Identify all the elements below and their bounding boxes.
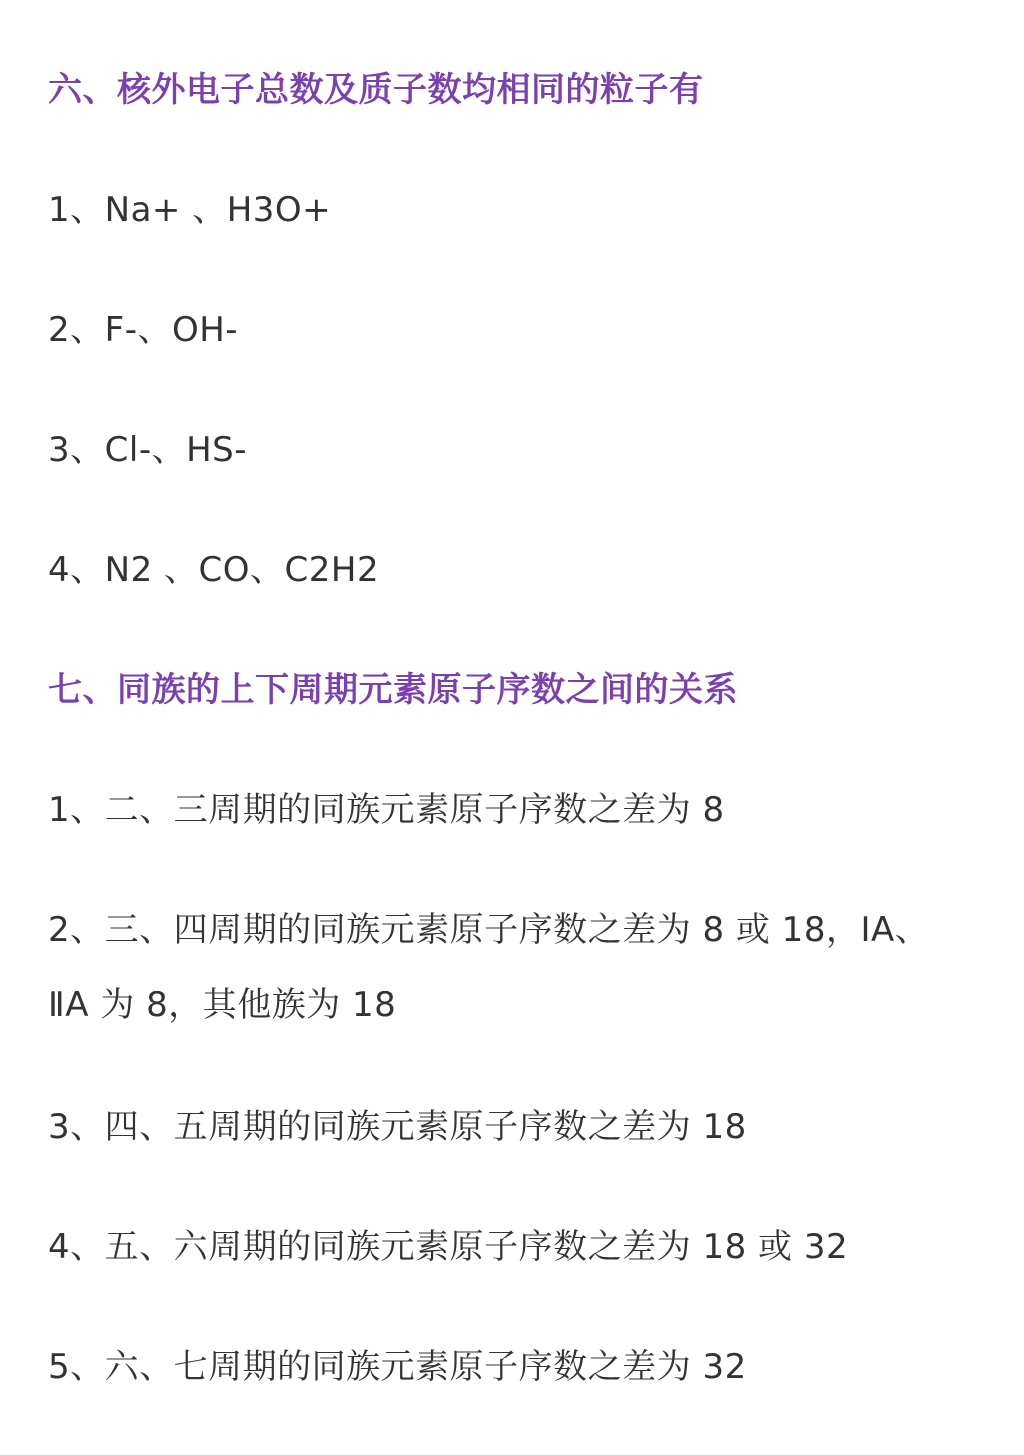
section7-item-2-line2: ⅡA 为 8，其他族为 18 bbox=[48, 985, 397, 1025]
section7-item-1: 1、二、三周期的同族元素原子序数之差为 8 bbox=[48, 790, 725, 830]
section7-item-2-line1: 2、三、四周期的同族元素原子序数之差为 8 或 18，ⅠA、 bbox=[48, 910, 930, 950]
section6-item-4: 4、N2 、CO、C2H2 bbox=[48, 550, 380, 590]
section7-item-4: 4、五、六周期的同族元素原子序数之差为 18 或 32 bbox=[48, 1227, 849, 1267]
section7-item-5: 5、六、七周期的同族元素原子序数之差为 32 bbox=[48, 1347, 747, 1387]
section7-title: 七、同族的上下周期元素原子序数之间的关系 bbox=[48, 670, 738, 710]
section7-item-3: 3、四、五周期的同族元素原子序数之差为 18 bbox=[48, 1107, 747, 1147]
section6-item-2: 2、F-、OH- bbox=[48, 310, 239, 350]
section6-title: 六、核外电子总数及质子数均相同的粒子有 bbox=[48, 70, 704, 110]
section6-item-3: 3、Cl-、HS- bbox=[48, 430, 248, 470]
section6-item-1: 1、Na+ 、H3O+ bbox=[48, 190, 332, 230]
